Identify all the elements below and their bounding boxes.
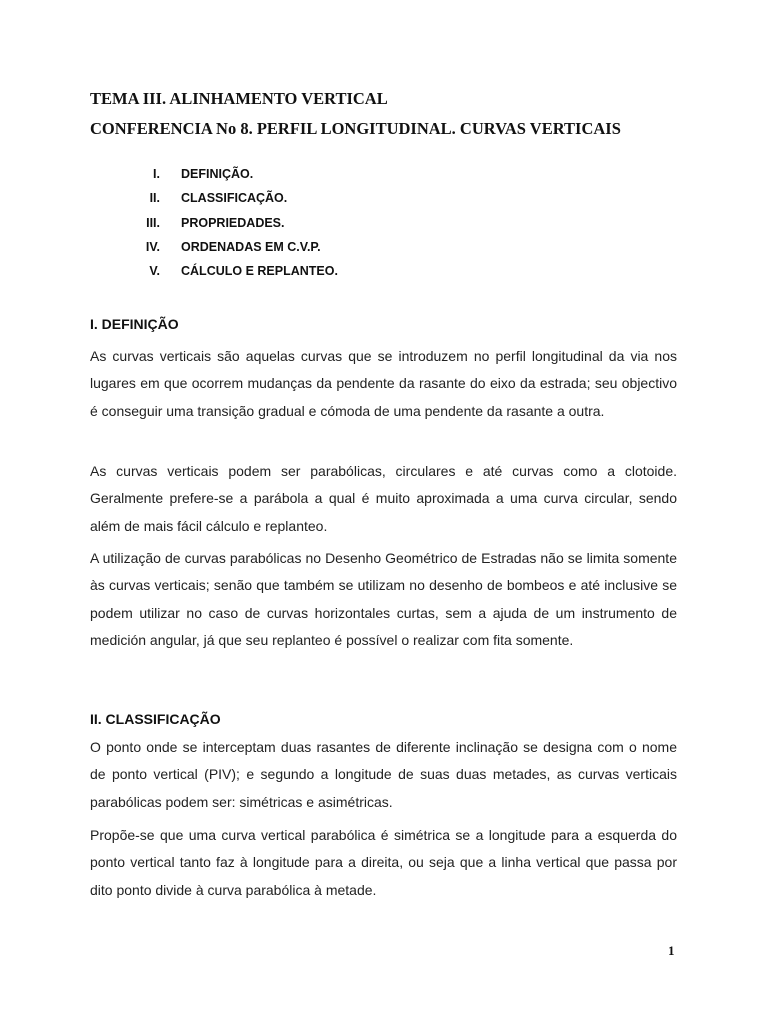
paragraph: As curvas verticais podem ser parabólicas, circulares e até curvas como a clotoide. Geralmente prefere-se a parábola a qual é muito aproximada a uma curva circular, sendo além de mais fácil cálculo e replanteo. (90, 463, 677, 534)
toc-item-label: CLASSIFICAÇÃO. (181, 191, 288, 206)
toc-item-number: III. (146, 215, 160, 230)
toc-item (120, 215, 285, 239)
paragraph: A utilização de curvas parabólicas no Desenho Geométrico de Estradas não se limita somente às curvas verticais; senão que também se utilizam no desenho de bombeos e até inclusive se podem utilizar no caso de curvas horizontales curtas, sem a ajuda de um instrumento de medición angular, já que seu replanteo é possível o realizar com fita somente. (90, 550, 677, 649)
toc-item (120, 263, 338, 287)
section-heading-classificacao: II. CLASSIFICAÇÃO (90, 711, 221, 727)
toc-item-number: IV. (145, 239, 160, 254)
page-number: 1 (668, 943, 675, 958)
section-heading-definicao: I. DEFINIÇÃO (90, 316, 179, 332)
table-of-contents (120, 166, 338, 287)
toc-item-number: I. (153, 167, 160, 181)
toc-item-label: CÁLCULO E REPLANTEO. (181, 264, 338, 279)
toc-item (120, 190, 288, 214)
toc-item-label: ORDENADAS EM C.V.P. (181, 239, 321, 254)
toc-item-label: DEFINIÇÃO. (181, 167, 254, 181)
paragraph: As curvas verticais são aquelas curvas que se introduzem no perfil longitudinal da via nos lugares em que ocorrem mudanças da pendente da rasante do eixo da estrada; seu objectivo é conseguir uma transição gradual e cómoda de uma pendente da rasante a outra. (90, 348, 677, 419)
toc-item-label: PROPRIEDADES. (181, 215, 285, 230)
toc-item-number: V. (149, 264, 160, 279)
toc-item-number: II. (149, 191, 160, 206)
paragraph: Propõe-se que uma curva vertical parabólica é simétrica se a longitude para a esquerda do ponto vertical tanto faz à longitude para a direita, ou seja que a linha vertical que passa por dito ponto divide à curva parabólica à metade. (90, 827, 677, 898)
conference-title: CONFERENCIA No 8. PERFIL LONGITUDINAL. CURVAS VERTICAIS (90, 119, 621, 138)
toc-item (120, 166, 254, 190)
paragraph: O ponto onde se interceptam duas rasantes de diferente inclinação se designa com o nome de ponto vertical (PIV); e segundo a longitude de suas duas metades, as curvas verticais parabólicas podem ser: simétricas e asimétricas. (90, 739, 677, 810)
toc-item (120, 239, 321, 263)
topic-title: TEMA III. ALINHAMENTO VERTICAL (90, 89, 388, 108)
